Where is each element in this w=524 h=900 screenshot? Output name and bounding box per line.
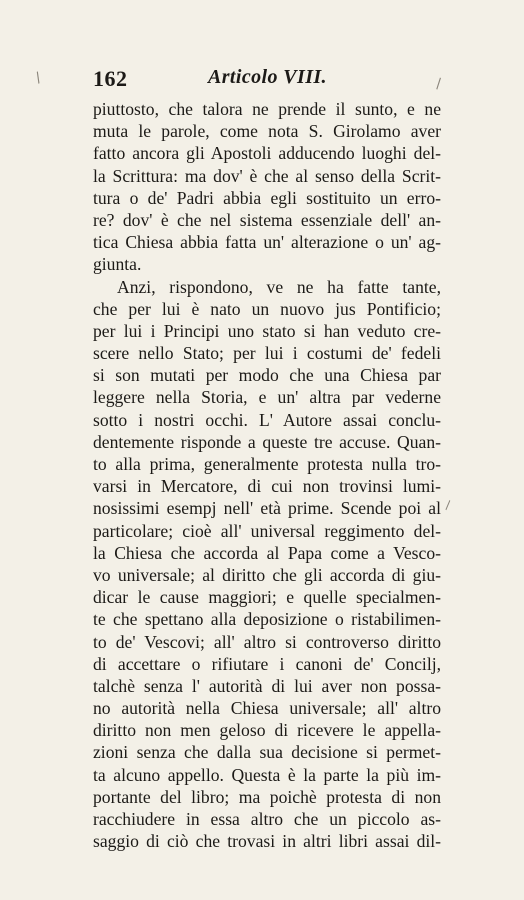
page-number: 162 <box>93 66 128 91</box>
text-line: racchiudere in essa altro che un piccolo as- <box>93 809 441 829</box>
text-line: to de' Vescovi; all' altro si controverso diritto <box>93 631 441 652</box>
text-line: diritto non men geloso di ricevere le appella- <box>93 720 441 741</box>
text-line: scere nello Stato; per lui i costumi de' fedeli <box>93 343 441 364</box>
text-line: to alla prima, generalmente protesta nulla tro- <box>93 454 441 474</box>
text-line: dicar le cause maggiori; e quelle specialmen- <box>93 587 441 608</box>
text-line: fatto ancora gli Apostoli adducendo luoghi del- <box>93 143 441 164</box>
text-line: no autorità nella Chiesa universale; all' altro <box>93 698 441 719</box>
text-line: di accettare o rifiutare i canoni de' Concilj, <box>93 653 441 674</box>
text-line: sotto i nostri occhi. L' Autore assai conclu- <box>93 409 441 430</box>
text-line: portante del libro; ma poichè protesta di non <box>93 786 441 807</box>
margin-mark-right: \ <box>431 76 445 92</box>
text-line: la Chiesa che accorda al Papa come a Vesco- <box>93 542 441 563</box>
body-text <box>93 98 441 852</box>
text-line: leggere nella Storia, e un' altra par vederne <box>93 387 441 408</box>
text-line: la Scrittura: ma dov' è che al senso della Scrit- <box>93 165 441 186</box>
margin-mark-right-lower: \ <box>441 498 455 512</box>
text-line: piuttosto, che talora ne prende il sunto, e ne <box>93 99 441 119</box>
text-line: tica Chiesa abbia fatta un' alterazione o un' ag- <box>93 232 441 253</box>
text-line: muta le parole, come nota S. Girolamo aver <box>93 121 441 142</box>
text-line: varsi in Mercatore, di cui non trovinsi lumi- <box>93 476 441 497</box>
text-line: si son mutati per modo che una Chiesa par <box>93 365 441 386</box>
text-line: che per lui è nato un nuovo jus Pontificio; <box>93 298 441 319</box>
text-line: talchè senza l' autorità di lui aver non possa- <box>93 675 441 696</box>
text-line: Anzi, rispondono, ve ne ha fatte tante, <box>117 276 441 297</box>
text-line: tura o de' Padri abbia egli sostituito un erro- <box>93 187 441 208</box>
text-line: per lui i Principi uno stato si han veduto cre- <box>93 320 441 341</box>
text-line: re? dov' è che nel sistema essenziale dell' an- <box>93 209 441 230</box>
text-line: zioni senza che dalla sua decisione si permet- <box>93 742 441 763</box>
text-line: nosissimi esempj nell' età prime. Scende poi al <box>93 498 441 519</box>
text-line: giunta. <box>93 254 142 275</box>
text-line: dentemente risponde a queste tre accuse. Quan- <box>93 431 441 452</box>
text-line: ta alcuno appello. Questa è la parte la più im- <box>93 764 441 785</box>
page-header <box>93 66 441 94</box>
margin-mark-left: / <box>32 69 44 87</box>
text-line: particolare; cioè all' universal reggimento del- <box>93 520 441 541</box>
text-line: saggio di ciò che trovasi in altri libri assai dil- <box>93 831 441 852</box>
running-head: Articolo VIII. <box>208 66 327 88</box>
text-line: te che spettano alla deposizione o ristabilimen- <box>93 609 441 630</box>
text-line: vo universale; al diritto che gli accorda di giu- <box>93 564 441 585</box>
